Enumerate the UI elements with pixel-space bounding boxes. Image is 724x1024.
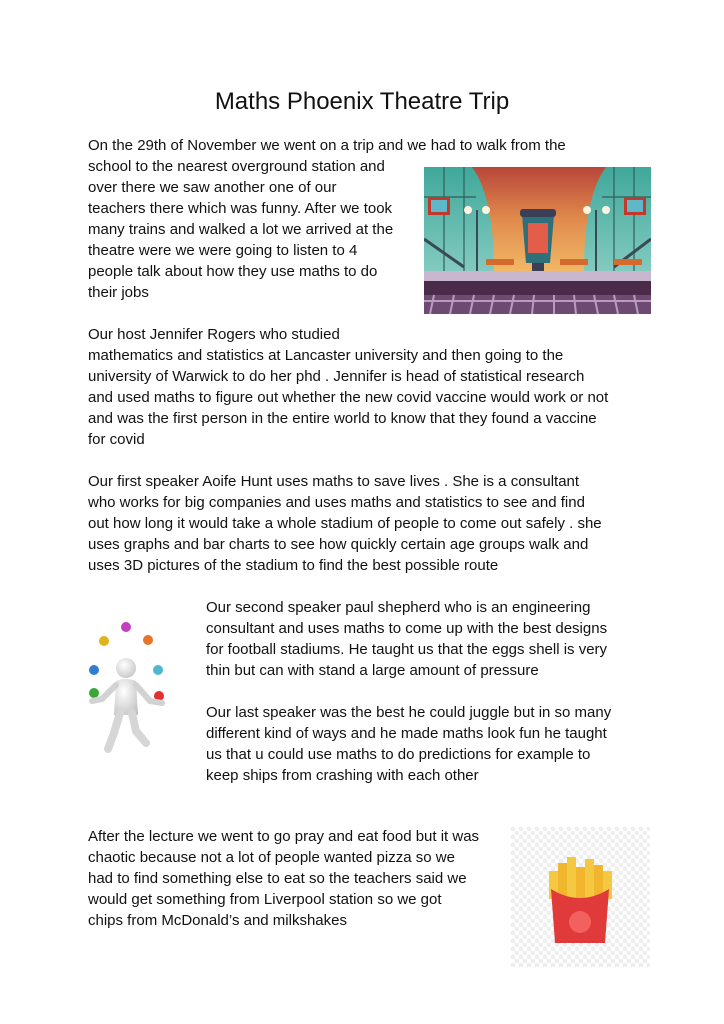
last-speaker-line: keep ships from crashing with each other bbox=[206, 767, 479, 784]
intro-line: On the 29th of November we went on a trip and we had to walk from the bbox=[88, 137, 566, 154]
first-speaker-line: out how long it would take a whole stadium of people to come out safely . she bbox=[88, 515, 602, 532]
intro-line: many trains and walked a lot we arrived at the bbox=[88, 221, 394, 238]
first-speaker-line: uses graphs and bar charts to see how quickly certain age groups walk and bbox=[88, 536, 589, 553]
after-lecture-line: chips from McDonald’s and milkshakes bbox=[88, 912, 347, 929]
after-lecture-line: would get something from Liverpool station so we got bbox=[88, 891, 442, 908]
intro-line: their jobs bbox=[88, 284, 149, 301]
page-title: Maths Phoenix Theatre Trip bbox=[214, 88, 510, 115]
intro-line: school to the nearest overground station and bbox=[88, 158, 385, 175]
after-lecture-line: After the lecture we went to go pray and eat food but it was bbox=[88, 828, 480, 845]
after-lecture-line: had to find something else to eat so the teachers said we bbox=[88, 870, 467, 887]
intro-line: people talk about how they use maths to do bbox=[88, 263, 378, 280]
host-line: university of Warwick to do her phd . Jennifer is head of statistical research bbox=[88, 368, 585, 385]
second-speaker-line: for football stadiums. He taught us that the eggs shell is very bbox=[206, 641, 608, 658]
after-lecture-line: chaotic because not a lot of people wanted pizza so we bbox=[88, 849, 455, 866]
juggler-figure-illustration bbox=[80, 615, 170, 755]
second-speaker-line: consultant and uses maths to come up with the best designs bbox=[206, 620, 608, 637]
host-line: and used maths to figure out whether the new covid vaccine would work or not bbox=[88, 389, 609, 406]
host-line: for covid bbox=[88, 431, 145, 448]
first-speaker-line: uses 3D pictures of the stadium to find the best possible route bbox=[88, 557, 499, 574]
second-speaker-line: thin but can with stand a large amount of pressure bbox=[206, 662, 539, 679]
host-line: and was the first person in the entire world to know that they found a vaccine bbox=[88, 410, 597, 427]
second-speaker-line: Our second speaker paul shepherd who is an engineering bbox=[206, 599, 591, 616]
first-speaker-line: Our first speaker Aoife Hunt uses maths to save lives . She is a consultant bbox=[88, 473, 580, 490]
last-speaker-line: us that u could use maths to do predictions for example to bbox=[206, 746, 591, 763]
train-station-illustration bbox=[424, 167, 651, 314]
first-speaker-line: who works for big companies and uses maths and statistics to see and find bbox=[88, 494, 585, 511]
intro-line: teachers there which was funny. After we took bbox=[88, 200, 393, 217]
french-fries-illustration bbox=[511, 827, 650, 967]
intro-line: over there we saw another one of our bbox=[88, 179, 337, 196]
last-speaker-line: different kind of ways and he made maths look fun he taught bbox=[206, 725, 607, 742]
host-line: Our host Jennifer Rogers who studied bbox=[88, 326, 340, 343]
intro-line: theatre were we were going to listen to 4 bbox=[88, 242, 358, 259]
host-line: mathematics and statistics at Lancaster university and then going to the bbox=[88, 347, 564, 364]
last-speaker-line: Our last speaker was the best he could juggle but in so many bbox=[206, 704, 612, 721]
